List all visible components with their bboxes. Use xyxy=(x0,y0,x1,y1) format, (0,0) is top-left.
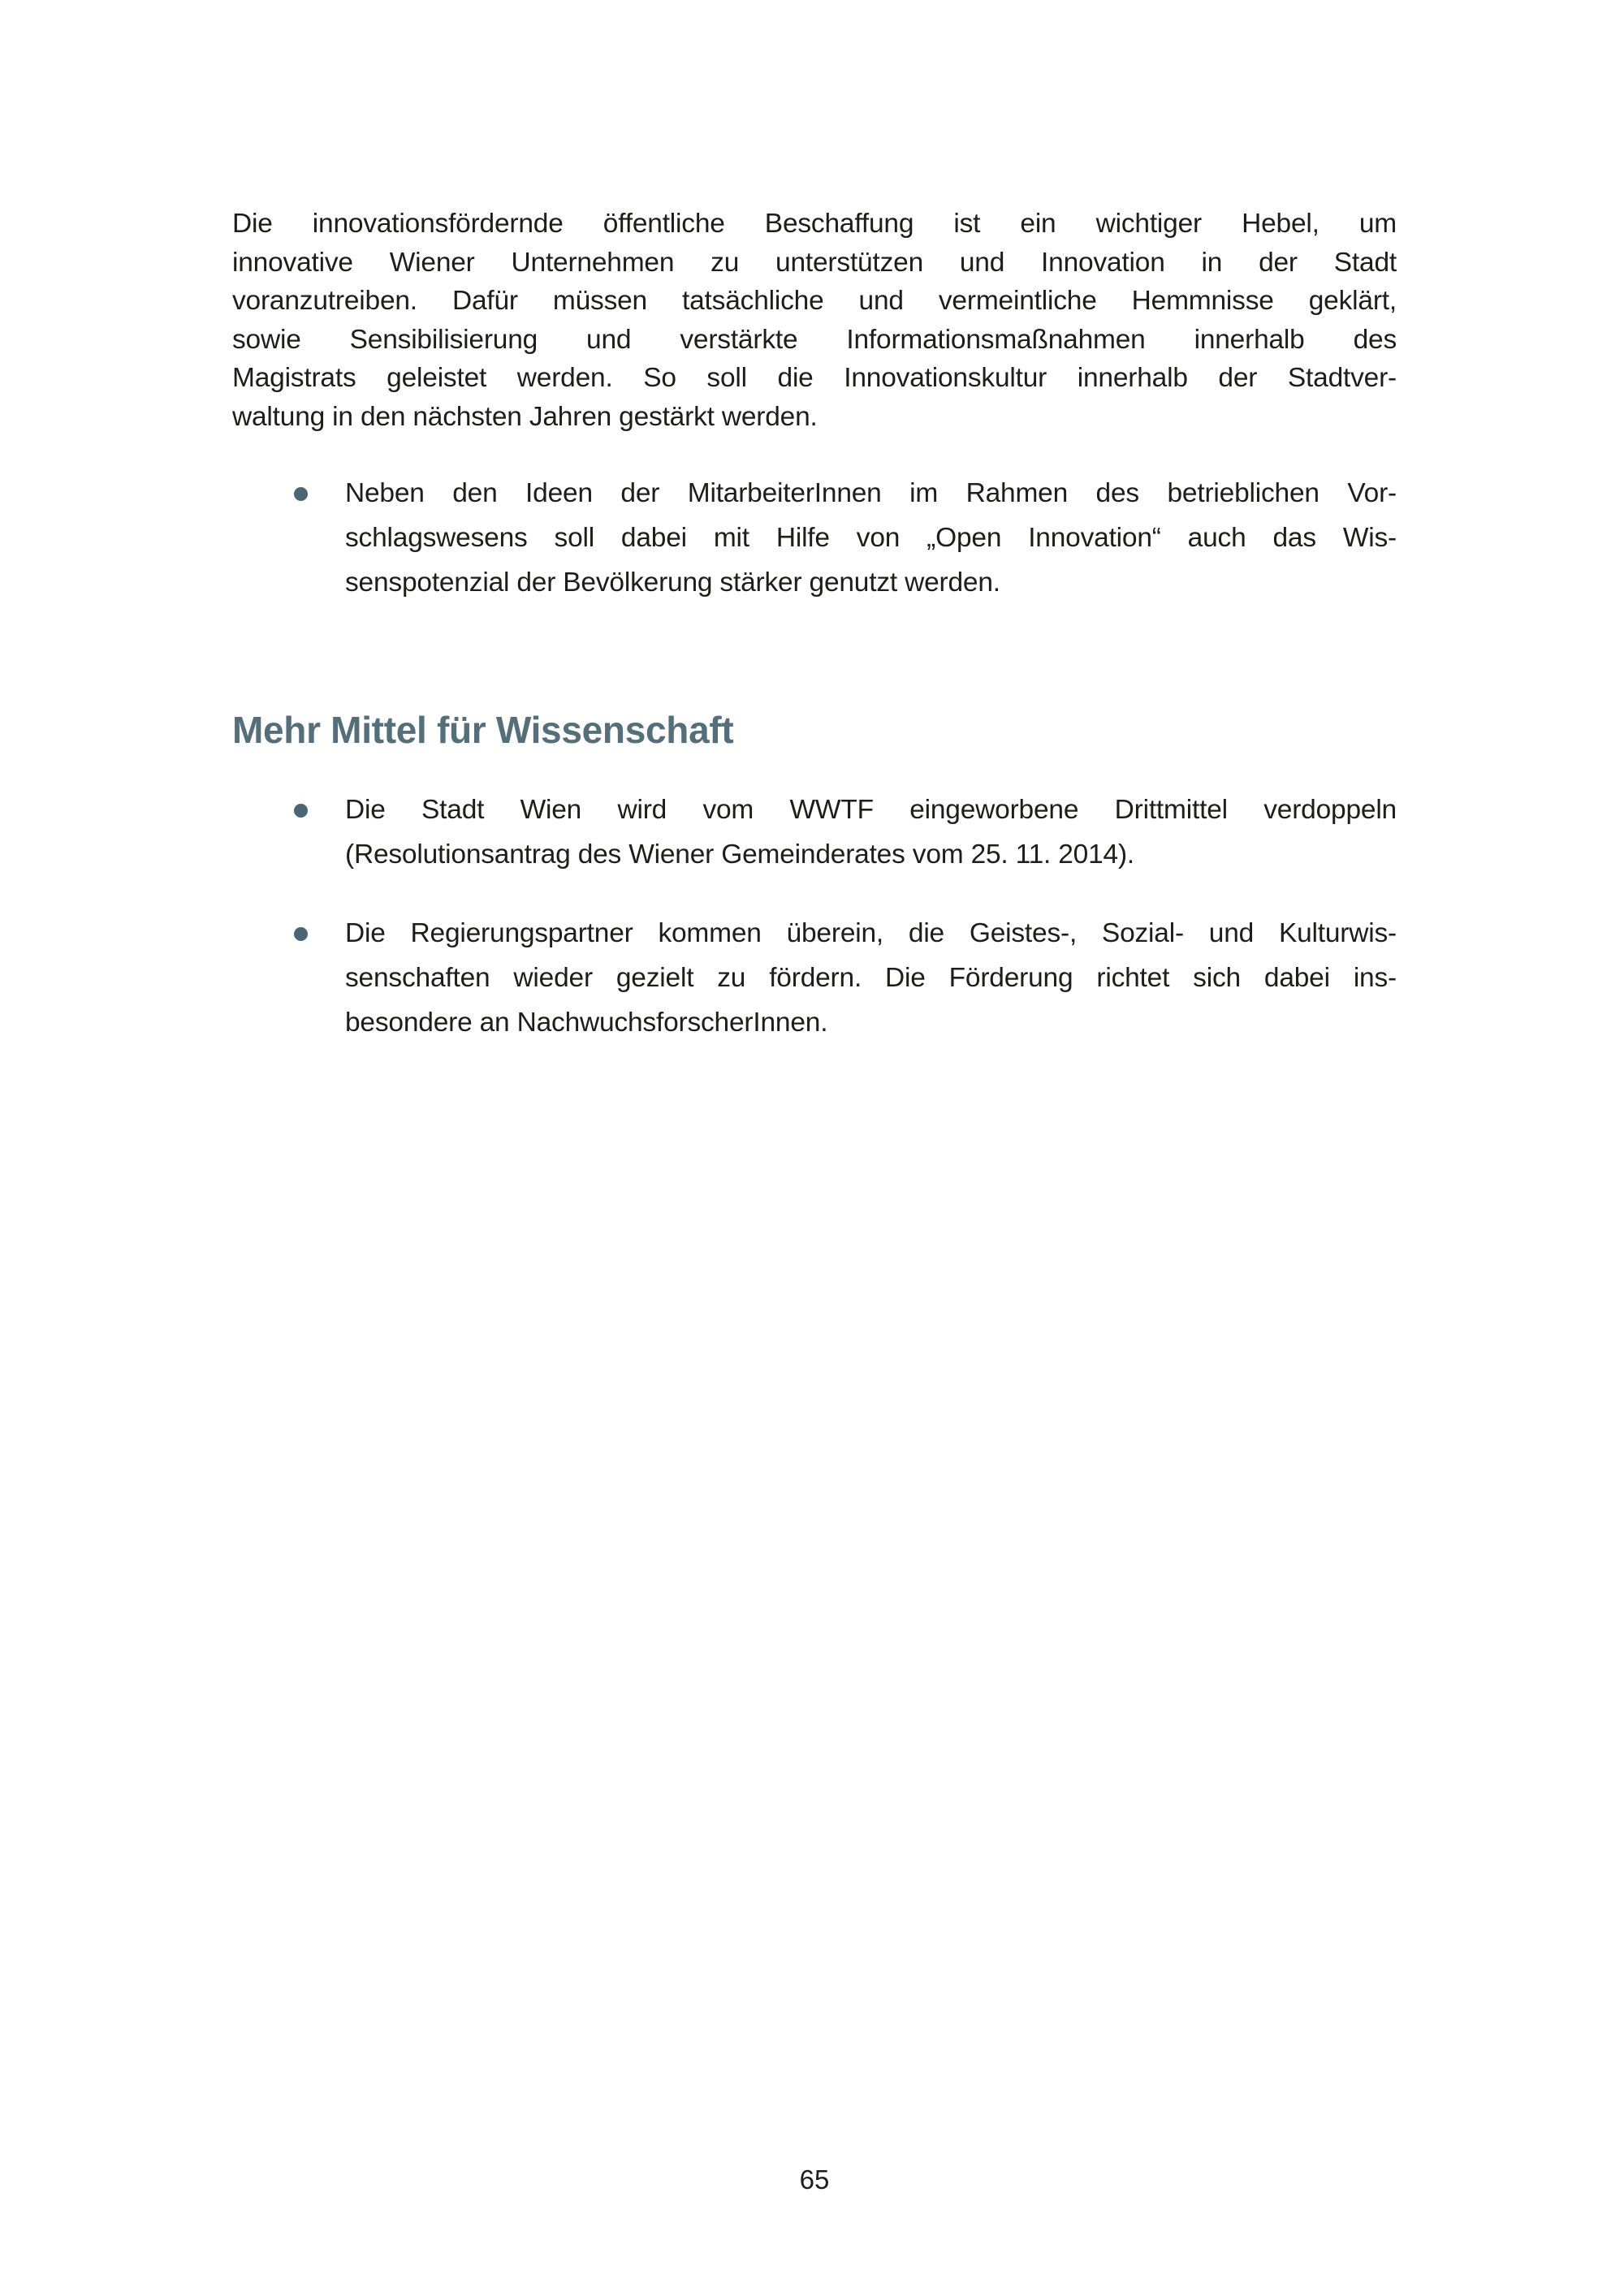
bullet-line: Neben den Ideen der MitarbeiterInnen im Rahmen des betrieblichen Vor- xyxy=(345,478,1397,508)
bullet-line: (Resolutionsantrag des Wiener Gemeinderates vom 25. 11. 2014). xyxy=(345,839,1135,870)
bullet-item xyxy=(232,911,1397,1045)
bullet-line: Die Regierungspartner kommen überein, die Geistes-, Sozial- und Kulturwis- xyxy=(345,918,1397,948)
page-number: 65 xyxy=(799,2164,830,2195)
bullet-text xyxy=(345,471,1397,605)
bullet-line: Die Stadt Wien wird vom WWTF eingeworbene Drittmittel verdoppeln xyxy=(345,795,1397,825)
bullet-text xyxy=(345,788,1397,877)
section-heading: Mehr Mittel für Wissenschaft xyxy=(232,709,734,751)
paragraph-line: voranzutreiben. Dafür müssen tatsächliche und vermeintliche Hemmnisse geklärt, xyxy=(232,286,1397,316)
paragraph-line: Magistrats geleistet werden. So soll die Innovationskultur innerhalb der Stadtver- xyxy=(232,363,1397,393)
paragraph-line: innovative Wiener Unternehmen zu unterstützen und Innovation in der Stadt xyxy=(232,247,1397,278)
bullet-line: besondere an NachwuchsforscherInnen. xyxy=(345,1008,828,1038)
intro-paragraph xyxy=(232,205,1397,436)
paragraph-line: sowie Sensibilisierung und verstärkte Informationsmaßnahmen innerhalb des xyxy=(232,324,1397,355)
bullet-line: senschaften wieder gezielt zu fördern. Die Förderung richtet sich dabei ins- xyxy=(345,963,1397,993)
bullet-icon xyxy=(294,804,308,818)
bullet-line: senspotenzial der Bevölkerung stärker genutzt werden. xyxy=(345,568,1000,598)
bullet-item xyxy=(232,788,1397,877)
bullet-icon xyxy=(294,487,308,501)
bullet-text xyxy=(345,911,1397,1045)
paragraph-line: waltung in den nächsten Jahren gestärkt werden. xyxy=(232,401,818,432)
paragraph-line: Die innovationsfördernde öffentliche Beschaffung ist ein wichtiger Hebel, um xyxy=(232,209,1397,239)
bullet-line: schlagswesens soll dabei mit Hilfe von „Open Innovation“ auch das Wis- xyxy=(345,523,1397,553)
bullet-icon xyxy=(294,927,308,941)
bullet-item xyxy=(232,471,1397,605)
